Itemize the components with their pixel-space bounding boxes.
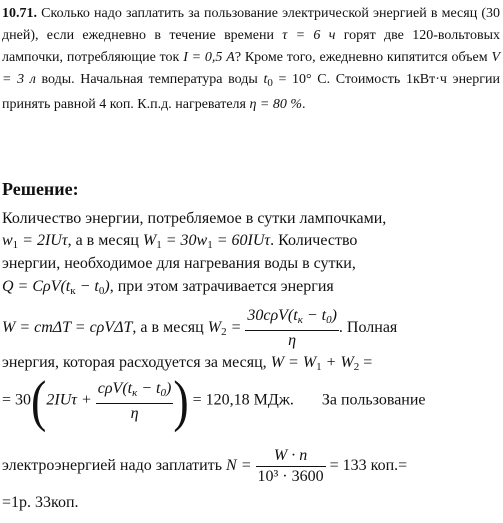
solution-line-1: Количество энергии, потребляемое в сутки лампочками, (2, 210, 387, 227)
fraction-w2: $\frac{30c\rho V(t_к - t_0)}{\eta}$ (247, 307, 337, 349)
solution-line-4: $Q = C\rho V(t_к - t_0)$, при этом затрачивается энергия (2, 278, 334, 297)
solution-line-7: = 30(2IUτ + $\frac{c\rho V(t_к - t_0)}{\eta}$ ) = 120,18 МДж. За пользование (2, 368, 426, 433)
solution-line-8: электроэнергией надо заплатить N = $\frac{W \cdot n}{\text{10³ · 3600}}$ = 133 коп.= (2, 447, 408, 485)
solution-line-5: W = cmΔT = cρVΔT, а в месяц $W_2$ = $\frac{30c\rho V(t_к - t_0)}{\eta}$ . Полная (2, 307, 398, 349)
problem-statement: 10.71. Сколько надо заплатить за пользование электрической энергией в месяц (30 дней), если ежедневно в течение времени τ = 6 ч горят две 120-вольтовых лампочки, потребляющие ток I = 0,5 А? Кроме того, ежедневно кипятится объем V = 3 л воды. Начальная температура воды $t_0 = 10^\circ$ С. Стоимость 1кВт·ч энергии принять равной 4 коп. К.п.д. нагревателя η = 80 %. (2, 6, 501, 112)
solution-line-2: $w_1 = 2IU\tau$, а в месяц $W_1 = 30w_1 = 60IU\tau$. Количество (2, 232, 358, 251)
solution-line-9: =1р. 33коп. (2, 494, 79, 511)
solution-heading: Решение: (2, 179, 79, 199)
fraction-heat: $\frac{c\rho V(t_к - t_0)}{\eta}$ (97, 379, 172, 422)
problem-number: 10.71. (2, 6, 37, 21)
solution-line-6: энергия, которая расходуется за месяц, $W = W_1 + W_2$ = (2, 354, 373, 373)
solution-line-3: энергии, необходимое для нагревания воды в сутки, (2, 255, 356, 272)
fraction-cost: $\frac{W \cdot n}{\text{10³ · 3600}}$ (257, 447, 324, 485)
